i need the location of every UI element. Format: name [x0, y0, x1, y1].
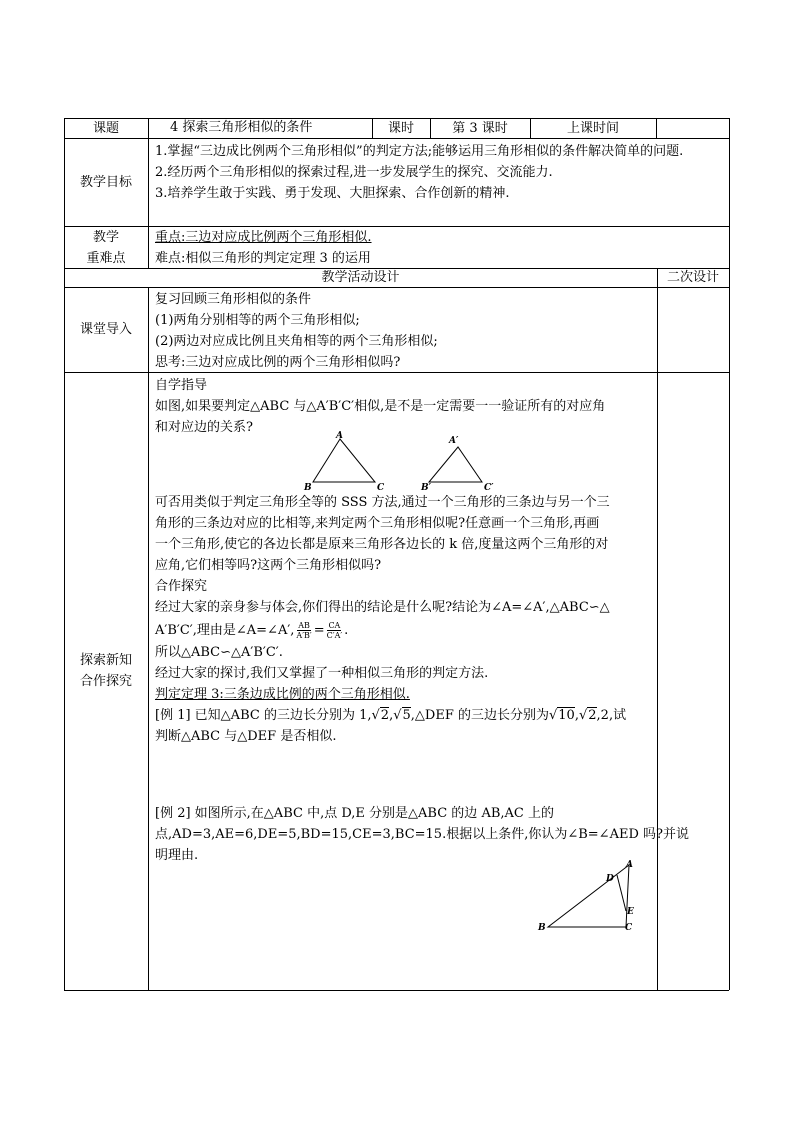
vertex-label-e: E [627, 907, 634, 917]
sqrt-10: √10 [548, 708, 575, 723]
vertex-label-b-prime: B′ [421, 483, 431, 493]
vertex-label-d: D [606, 874, 614, 884]
sqrt-10-value: 10 [558, 708, 575, 723]
class-time-value [656, 118, 729, 138]
goal-item: 2.经历两个三角形相似的探索过程,进一步发展学生的探究、交流能力. [155, 165, 553, 180]
key-points-label [64, 226, 148, 268]
explore-label-line2: 合作探究 [79, 674, 132, 689]
comma: , [389, 708, 394, 723]
paragraph-line: 应角,它们相等吗?这两个三角形相似吗? [155, 558, 382, 573]
ratio-ca-numerator: CA [328, 620, 341, 630]
example-1-text: ,△DEF 的三边长分别为 [410, 708, 549, 723]
topic-value: 4 探索三角形相似的条件 [170, 120, 313, 135]
vertex-label-c: C [625, 923, 633, 933]
goals-list [155, 141, 727, 204]
activity-design-header: 教学活动设计 [321, 270, 400, 285]
key-points-label-line1: 教学 [92, 230, 119, 245]
self-guide-question: 如图,如果要判定△ABC 与△A′B′C′相似,是不是一定需要一一验证所有的对应角 [155, 399, 606, 414]
key-point: 重点:三边对应成比例两个三角形相似. [155, 230, 372, 245]
paragraph-line: 可否用类似于判定三角形全等的 SSS 方法,通过一个三角形的三条边与另一个三 [155, 495, 610, 510]
self-guide-question: 和对应边的关系? [155, 420, 253, 435]
second-design-header: 二次设计 [666, 270, 719, 285]
ratio-ab [296, 621, 311, 640]
vertex-label-c: C [377, 483, 385, 493]
explore-label [64, 650, 148, 692]
example-2-line: [例 2] 如图所示,在△ABC 中,点 D,E 分别是△ABC 的边 AB,AC 上的 [155, 806, 554, 821]
ratio-ab-numerator: AB [298, 620, 310, 630]
vertex-label-b: B [304, 483, 312, 493]
example-1-line: 判断△ABC 与△DEF 是否相似. [155, 729, 337, 744]
example-1-text: ,2,试 [596, 708, 627, 723]
vertex-label-a-prime: A′ [449, 436, 459, 446]
sqrt-5: √5 [393, 708, 411, 723]
coop-reason-line [155, 618, 655, 642]
ratio-ca-denominator: C′A′ [326, 630, 343, 640]
theorem: 判定定理 3:三条边成比例的两个三角形相似. [155, 687, 410, 702]
ratio-ab-denominator: A′B′ [296, 630, 312, 640]
sqrt-2: √2 [371, 708, 390, 723]
self-guide-title: 自学指导 [155, 378, 208, 393]
period-value: 第 3 课时 [452, 120, 508, 136]
difficulty: 难点:相似三角形的判定定理 3 的运用 [155, 251, 371, 266]
intro-line: 思考:三边对应成比例的两个三角形相似吗? [155, 355, 401, 370]
vertex-label-b: B [538, 923, 546, 933]
intro-line: 复习回顾三角形相似的条件 [155, 292, 312, 307]
period-label: 课时 [387, 120, 414, 136]
sqrt-2b-value: 2 [588, 708, 597, 723]
key-points-label-line2: 重难点 [86, 251, 126, 266]
goal-item: 3.培养学生敢于实践、勇于发现、大胆探索、合作创新的精神. [155, 186, 510, 201]
intro-content [155, 289, 655, 373]
intro-label: 课堂导入 [79, 322, 132, 337]
paragraph-line: 角形的三条边对应的比相等,来判定两个三角形相似呢?任意画一个三角形,再画 [155, 516, 600, 531]
key-points-content [155, 227, 655, 269]
comma: , [574, 708, 579, 723]
example-2-line: 点,AD=3,AE=6,DE=5,BD=15,CE=3,BC=15.根据以上条件,你认为∠B=∠AED 吗?并说 [155, 827, 689, 842]
coop-line: 经过大家的亲身参与体会,你们得出的结论是什么呢?结论为∠A=∠A′,△ABC∽△ [155, 600, 610, 615]
sqrt-2-value: 2 [380, 708, 390, 723]
coop-line: 经过大家的探讨,我们又掌握了一种相似三角形的判定方法. [155, 666, 489, 681]
intro-line: (1)两角分别相等的两个三角形相似; [155, 313, 360, 328]
sqrt-2b: √2 [578, 708, 597, 723]
coop-line: 所以△ABC∽△A′B′C′. [155, 645, 283, 660]
vertex-label-c-prime: C′ [484, 483, 494, 493]
triangle-de-figure [534, 855, 646, 935]
similar-triangles-figure [298, 428, 503, 494]
equals-sign: = [313, 622, 325, 638]
sss-paragraph [155, 492, 655, 747]
coop-reason-text: A′B′C′,理由是∠A=∠A′, [155, 622, 295, 638]
explore-label-line1: 探索新知 [79, 653, 132, 668]
class-time-label: 上课时间 [566, 120, 619, 136]
vertex-label-a: A [626, 860, 633, 870]
goal-item: 1.掌握“三边成比例两个三角形相似”的判定方法;能够运用三角形相似的条件解决简单的问题. [155, 144, 684, 159]
period-mark: . [344, 622, 349, 638]
coop-title: 合作探究 [155, 579, 208, 594]
example-2-line: 明理由. [155, 848, 199, 863]
example-1-text: [例 1] 已知△ABC 的三边长分别为 1, [155, 708, 372, 723]
goals-label: 教学目标 [79, 174, 132, 190]
ratio-ca [327, 621, 343, 640]
vertex-label-a: A [336, 431, 343, 441]
sqrt-5-value: 5 [402, 708, 411, 723]
topic-label: 课题 [92, 120, 119, 136]
example-1-line [155, 705, 655, 726]
intro-line: (2)两边对应成比例且夹角相等的两个三角形相似; [155, 334, 438, 349]
paragraph-line: 一个三角形,使它的各边长都是原来三角形各边长的 k 倍,度量这两个三角形的对 [155, 537, 609, 552]
